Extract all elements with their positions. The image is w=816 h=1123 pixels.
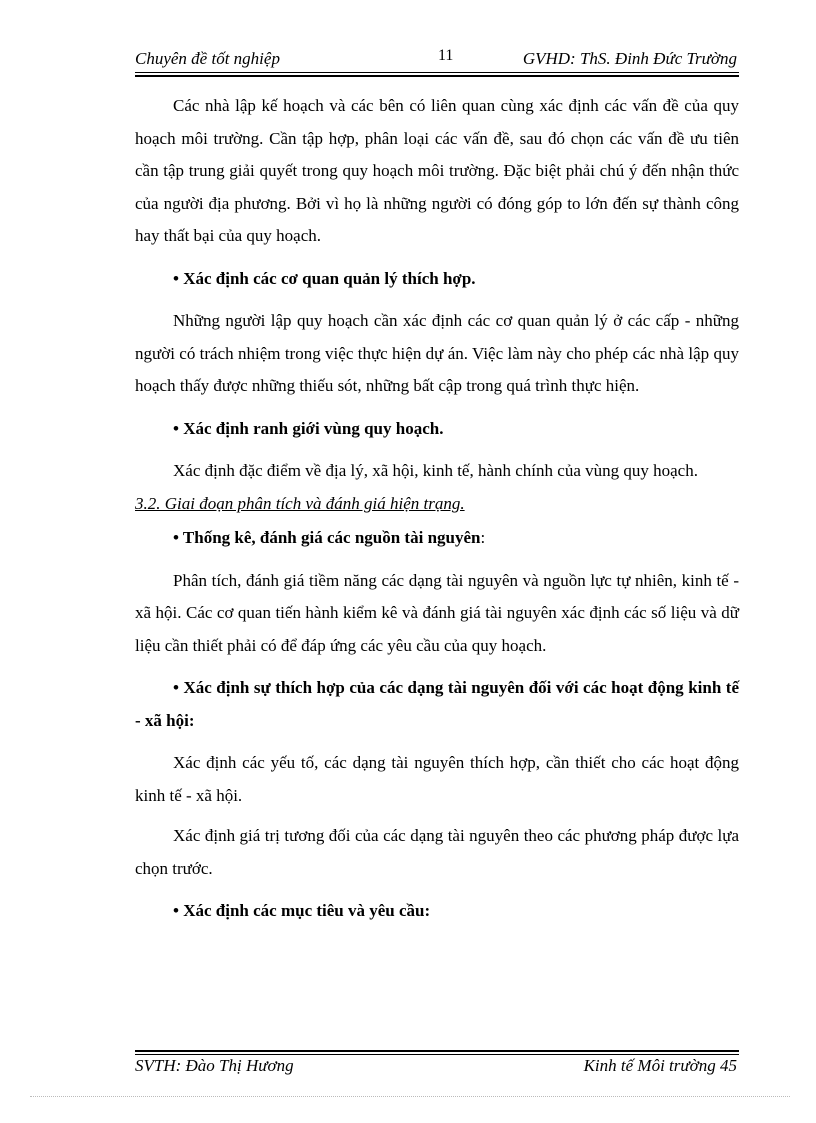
page-bottom-divider: [30, 1096, 790, 1097]
header-supervisor: GVHD: ThS. Đinh Đức Trường: [522, 49, 737, 68]
page-footer: [135, 1056, 739, 1080]
page-header: [135, 49, 739, 73]
header-rule: [135, 72, 739, 73]
paragraph: Xác định các yếu tố, các dạng tài nguyên thích hợp, cần thiết cho các hoạt động kinh tế - xã hội.: [135, 753, 739, 805]
bullet-heading: • Xác định các cơ quan quản lý thích hợp.: [173, 268, 476, 288]
section-heading: 3.2. Giai đoạn phân tích và đánh giá hiện trạng.: [135, 493, 465, 513]
footer-class: Kinh tế Môi trường 45: [583, 1056, 737, 1075]
footer-rule-thick: [135, 1050, 739, 1052]
paragraph: Các nhà lập kế hoạch và các bên có liên quan cùng xác định các vấn đề của quy hoạch môi trường. Cần tập hợp, phân loại các vấn đề, sau đó chọn các vấn đề ưu tiên cần tập trung giải quyết trong quy hoạch môi trường. Đặc biệt phải chú ý đến nhận thức của người địa phương. Bởi vì họ là những người có đóng góp to lớn đến sự thành công hay thất bại của quy hoạch.: [135, 96, 739, 245]
paragraph: Xác định giá trị tương đối của các dạng tài nguyên theo các phương pháp được lựa chọn trước.: [135, 826, 739, 878]
bullet-heading: [135, 522, 739, 555]
bullet-heading: • Xác định các mục tiêu và yêu cầu:: [173, 901, 431, 920]
bullet-heading-text: • Thống kê, đánh giá các nguồn tài nguyên: [173, 528, 481, 547]
paragraph: Phân tích, đánh giá tiềm năng các dạng tài nguyên và nguồn lực tự nhiên, kinh tế - xã hội. Các cơ quan tiến hành kiểm kê và đánh giá tài nguyên xác định các số liệu và dữ liệu cần thiết phải có để đáp ứng các yêu cầu của quy hoạch.: [135, 570, 739, 655]
header-document-title: Chuyên đề tốt nghiệp: [135, 49, 280, 68]
footer-author: SVTH: Đào Thị Hương: [135, 1056, 294, 1075]
bullet-heading-colon: :: [480, 528, 486, 547]
footer-rule: [135, 1054, 739, 1055]
page-number: 11: [438, 47, 454, 64]
bullet-heading: • Xác định ranh giới vùng quy hoạch.: [173, 418, 444, 438]
paragraph: Những người lập quy hoạch cần xác định các cơ quan quản lý ở các cấp - những người có trách nhiệm trong việc thực hiện dự án. Việc làm này cho phép các nhà lập quy hoạch thấy được những thiếu sót, những bất cập trong quá trình thực hiện.: [135, 311, 739, 395]
page-body: [135, 90, 739, 930]
bullet-heading: • Xác định sự thích hợp của các dạng tài nguyên đối với các hoạt động kinh tế - xã hội:: [135, 678, 739, 730]
header-rule-thick: [135, 75, 739, 77]
paragraph: Xác định đặc điểm về địa lý, xã hội, kinh tế, hành chính của vùng quy hoạch.: [173, 461, 698, 480]
